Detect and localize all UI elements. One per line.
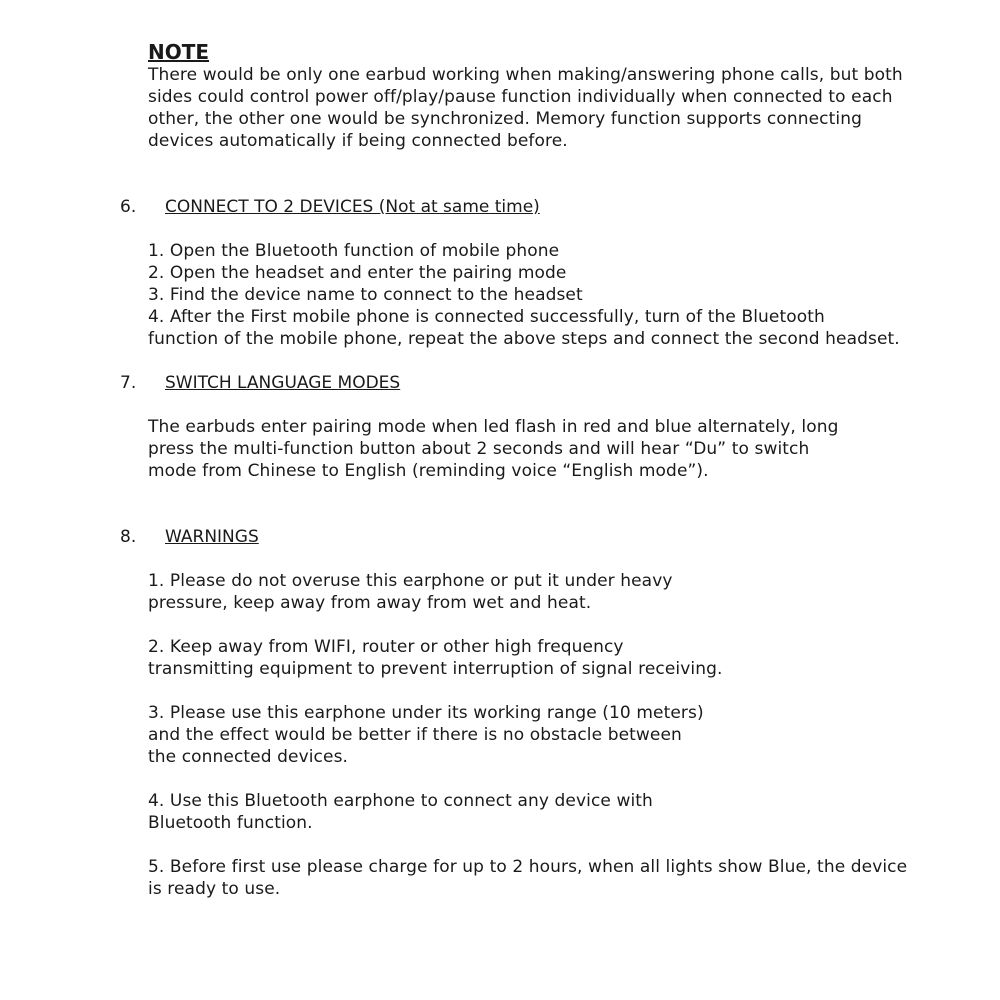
step-line: 2. Open the headset and enter the pairing mode	[148, 263, 567, 283]
note-title: NOTE	[148, 40, 210, 64]
section-title: WARNINGS	[165, 527, 259, 547]
section-title: SWITCH LANGUAGE MODES	[165, 373, 401, 393]
warning-line: and the effect would be better if there is no obstacle between	[148, 725, 682, 745]
section-number: 8.	[120, 527, 137, 547]
section-title: CONNECT TO 2 DEVICES (Not at same time)	[165, 197, 540, 217]
warning-line: 4. Use this Bluetooth earphone to connect any device with	[148, 791, 653, 811]
note-line: devices automatically if being connected before.	[148, 131, 568, 151]
warning-line: 5. Before first use please charge for up to 2 hours, when all lights show Blue, the device	[148, 857, 908, 877]
warning-line: 3. Please use this earphone under its working range (10 meters)	[148, 703, 704, 723]
section-number: 7.	[120, 373, 137, 393]
section-8-heading	[120, 526, 259, 548]
step-line: 1. Open the Bluetooth function of mobile phone	[148, 241, 560, 261]
section-7-heading	[120, 372, 400, 394]
step-line: function of the mobile phone, repeat the above steps and connect the second headset.	[148, 329, 900, 349]
note-line: sides could control power off/play/pause function individually when connected to each	[148, 87, 893, 107]
warning-line: 1. Please do not overuse this earphone or put it under heavy	[148, 571, 673, 591]
warning-line: is ready to use.	[148, 879, 281, 899]
warning-line: the connected devices.	[148, 747, 349, 767]
paragraph-line: The earbuds enter pairing mode when led flash in red and blue alternately, long	[148, 417, 839, 437]
warning-line: Bluetooth function.	[148, 813, 313, 833]
warning-line: pressure, keep away from away from wet and heat.	[148, 593, 592, 613]
warning-line: transmitting equipment to prevent interruption of signal receiving.	[148, 659, 723, 679]
paragraph-line: mode from Chinese to English (reminding voice “English mode”).	[148, 461, 709, 481]
section-number: 6.	[120, 197, 137, 217]
note-line: other, the other one would be synchronized. Memory function supports connecting	[148, 109, 862, 129]
step-line: 3. Find the device name to connect to the headset	[148, 285, 583, 305]
step-line: 4. After the First mobile phone is connected successfully, turn of the Bluetooth	[148, 307, 825, 327]
warning-line: 2. Keep away from WIFI, router or other high frequency	[148, 637, 624, 657]
note-line: There would be only one earbud working when making/answering phone calls, but both	[148, 65, 903, 85]
section-6-heading	[120, 196, 540, 218]
paragraph-line: press the multi-function button about 2 seconds and will hear “Du” to switch	[148, 439, 810, 459]
